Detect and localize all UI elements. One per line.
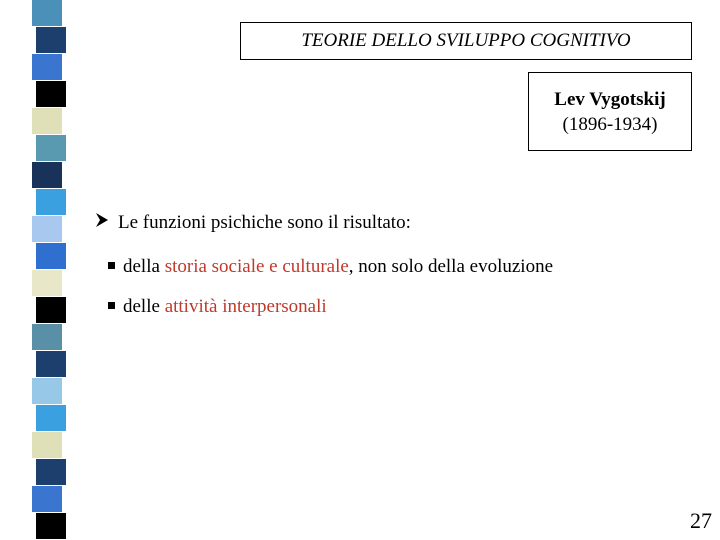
bullet-prefix: delle bbox=[123, 296, 165, 317]
stripe-segment bbox=[32, 378, 62, 404]
bullet-prefix: della bbox=[123, 256, 165, 277]
stripe-segment bbox=[32, 432, 62, 458]
stripe-segment bbox=[36, 27, 66, 53]
stripe-segment bbox=[32, 54, 62, 80]
stripe-segment bbox=[36, 459, 66, 485]
author-name: Lev Vygotskij bbox=[554, 88, 666, 110]
stripe-segment bbox=[32, 324, 62, 350]
stripe-segment bbox=[36, 351, 66, 377]
stripe-segment bbox=[36, 243, 66, 269]
list-item bbox=[108, 296, 327, 318]
stripe-segment bbox=[32, 270, 62, 296]
stripe-segment bbox=[36, 513, 66, 539]
bullet-highlight: storia sociale e culturale bbox=[164, 256, 349, 277]
list-item bbox=[108, 256, 553, 278]
bullet-highlight: attività interpersonali bbox=[164, 296, 327, 317]
stripe-segment bbox=[32, 216, 62, 242]
decorative-stripe bbox=[0, 0, 68, 540]
stripe-segment bbox=[32, 0, 62, 26]
stripe-segment bbox=[36, 405, 66, 431]
stripe-segment bbox=[32, 162, 62, 188]
square-bullet-icon bbox=[108, 262, 115, 269]
arrow-right-icon bbox=[94, 212, 112, 234]
stripe-segment bbox=[36, 135, 66, 161]
author-box bbox=[528, 72, 692, 151]
bullet-suffix: , non solo della evoluzione bbox=[348, 256, 554, 277]
stripe-segment bbox=[36, 297, 66, 323]
slide-title: TEORIE DELLO SVILUPPO COGNITIVO bbox=[240, 22, 692, 60]
page-number: 27 bbox=[690, 508, 712, 533]
stripe-segment bbox=[32, 486, 62, 512]
stripe-segment bbox=[36, 81, 66, 107]
author-years: (1896-1934) bbox=[562, 113, 658, 135]
main-point bbox=[94, 212, 411, 234]
stripe-segment bbox=[32, 108, 62, 134]
square-bullet-icon bbox=[108, 302, 115, 309]
main-point-text: Le funzioni psichiche sono il risultato: bbox=[118, 212, 411, 233]
stripe-segment bbox=[36, 189, 66, 215]
